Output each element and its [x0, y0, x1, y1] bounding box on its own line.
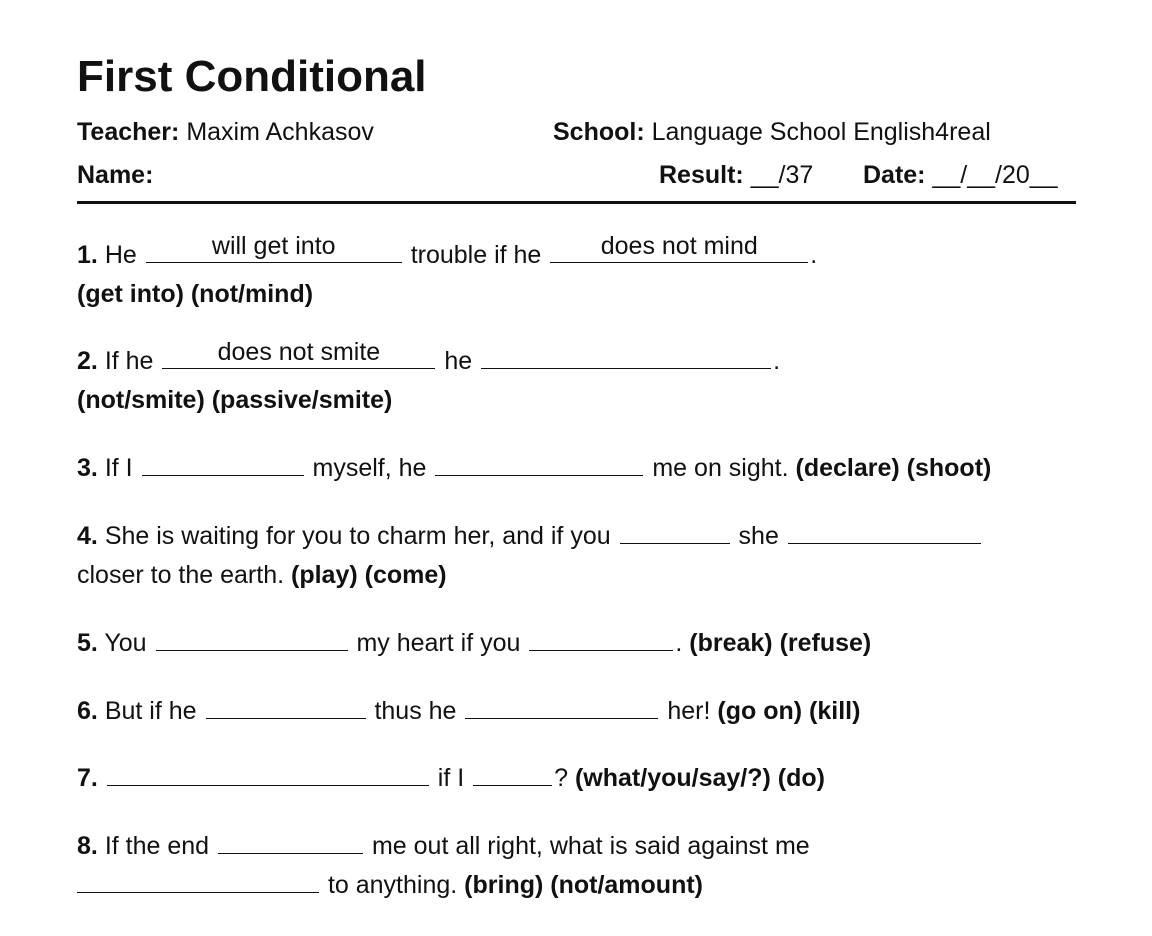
answer-blank[interactable]	[146, 232, 402, 263]
question-text: myself, he	[312, 454, 427, 482]
answer-blank[interactable]	[435, 449, 643, 476]
verb-hint: (break) (refuse)	[689, 629, 872, 657]
page-title: First Conditional	[77, 52, 427, 101]
school-label: School:	[553, 118, 645, 146]
question-text: her!	[667, 697, 711, 725]
answer-blank[interactable]	[77, 866, 319, 893]
answer-blank[interactable]	[107, 759, 429, 786]
question-text: If the end	[104, 832, 210, 860]
verb-hint: (get into) (not/mind)	[77, 280, 314, 308]
question-number: 3.	[77, 454, 98, 482]
verb-hint: (go on) (kill)	[717, 697, 861, 725]
question-text: to anything.	[327, 871, 458, 899]
question-text: But if he	[104, 697, 197, 725]
answer-blank[interactable]	[206, 692, 366, 719]
verb-hint: (play) (come)	[291, 561, 447, 589]
answer-blank[interactable]	[529, 624, 673, 651]
question-4	[77, 517, 983, 595]
question-5	[77, 624, 871, 663]
question-8	[77, 827, 810, 905]
question-text: If he	[104, 347, 154, 375]
question-number: 8.	[77, 832, 98, 860]
name-label: Name:	[77, 161, 154, 189]
question-1	[77, 232, 818, 314]
teacher-value: Maxim Achkasov	[186, 118, 374, 146]
question-number: 6.	[77, 697, 98, 725]
answer-blank[interactable]	[550, 232, 808, 263]
question-text: if I	[437, 764, 465, 792]
question-text: He	[104, 241, 137, 269]
question-6	[77, 692, 860, 731]
result-label: Result:	[659, 161, 744, 189]
question-number: 7.	[77, 764, 98, 792]
name-line	[77, 161, 153, 190]
question-text: You	[104, 629, 147, 657]
question-text: me on sight.	[652, 454, 789, 482]
verb-hint: (not/smite) (passive/smite)	[77, 386, 393, 414]
question-text: If I	[104, 454, 133, 482]
teacher-line	[77, 118, 374, 147]
result-value: __/37	[750, 161, 814, 189]
answer-text: does not smite	[217, 338, 381, 366]
question-2	[77, 338, 781, 420]
question-text: thus he	[374, 697, 457, 725]
answer-blank[interactable]	[788, 517, 981, 544]
verb-hint: (bring) (not/amount)	[464, 871, 703, 899]
question-7	[77, 759, 825, 798]
question-text: trouble if he	[410, 241, 542, 269]
answer-blank[interactable]	[218, 827, 363, 854]
answer-text: will get into	[211, 232, 336, 260]
answer-blank[interactable]	[162, 338, 435, 369]
school-line	[553, 118, 991, 147]
answer-blank[interactable]	[481, 342, 771, 369]
header-divider	[77, 201, 1076, 204]
question-text: She is waiting for you to charm her, and if you	[104, 522, 611, 550]
question-number: 2.	[77, 347, 98, 375]
date-label: Date:	[863, 161, 926, 189]
answer-blank[interactable]	[473, 759, 552, 786]
verb-hint: (what/you/say/?) (do)	[574, 764, 825, 792]
question-text: ?	[554, 764, 569, 792]
question-3	[77, 449, 991, 488]
question-text: .	[810, 241, 818, 269]
question-text: .	[773, 347, 781, 375]
question-text: she	[738, 522, 779, 550]
question-number: 5.	[77, 629, 98, 657]
question-text: .	[675, 629, 683, 657]
date-value: __/__/20__	[932, 161, 1058, 189]
answer-blank[interactable]	[465, 692, 658, 719]
teacher-label: Teacher:	[77, 118, 180, 146]
answer-blank[interactable]	[620, 517, 730, 544]
answer-blank[interactable]	[142, 449, 304, 476]
question-text: closer to the earth.	[77, 561, 285, 589]
answer-text: does not mind	[600, 232, 758, 260]
school-value: Language School English4real	[651, 118, 991, 146]
question-text: me out all right, what is said against me	[371, 832, 810, 860]
question-number: 4.	[77, 522, 98, 550]
question-text: my heart if you	[356, 629, 521, 657]
result-line	[659, 161, 813, 190]
question-text: he	[444, 347, 473, 375]
answer-blank[interactable]	[156, 624, 348, 651]
date-line	[863, 161, 1058, 190]
verb-hint: (declare) (shoot)	[795, 454, 992, 482]
question-number: 1.	[77, 241, 98, 269]
